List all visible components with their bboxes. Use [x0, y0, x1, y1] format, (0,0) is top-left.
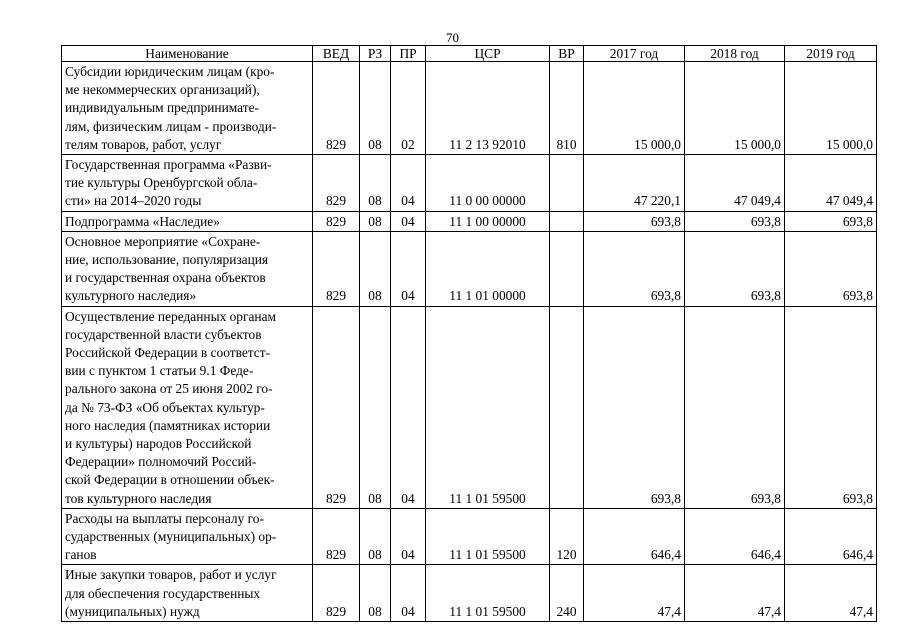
table-row — [62, 306, 877, 508]
name-line: ганов — [65, 547, 97, 563]
cell-amount-2017: 47,4 — [584, 565, 685, 622]
name-line: ние, использование, популяризация — [65, 252, 269, 268]
header-ved: ВЕД — [313, 46, 360, 62]
cell-amount-2017: 47 220,1 — [584, 155, 685, 212]
table-row — [62, 508, 877, 565]
cell-amount-2017: 646,4 — [584, 508, 685, 565]
cell-amount-2017: 15 000,0 — [584, 62, 685, 155]
cell-amount-2018: 646,4 — [685, 508, 785, 565]
name-line: вии с пунктом 1 статьи 9.1 Феде- — [65, 363, 254, 379]
cell-name — [62, 231, 313, 306]
table-row — [62, 211, 877, 231]
cell-amount-2017: 693,8 — [584, 306, 685, 508]
name-line: сударственных (муниципальных) ор- — [65, 529, 277, 545]
cell-ved: 829 — [313, 565, 360, 622]
cell-amount-2019: 693,8 — [785, 231, 877, 306]
cell-name — [62, 155, 313, 212]
cell-rz: 08 — [360, 211, 391, 231]
cell-vr: 120 — [550, 508, 584, 565]
cell-ved: 829 — [313, 306, 360, 508]
cell-amount-2019: 47,4 — [785, 565, 877, 622]
cell-pr: 04 — [391, 155, 426, 212]
cell-amount-2018: 693,8 — [685, 211, 785, 231]
cell-csr: 11 0 00 00000 — [426, 155, 550, 212]
name-line: для обеспечения государственных — [65, 585, 261, 601]
name-line: Государственная программа «Разви- — [65, 157, 272, 173]
cell-pr: 04 — [391, 508, 426, 565]
cell-csr: 11 1 01 59500 — [426, 306, 550, 508]
cell-csr: 11 2 13 92010 — [426, 62, 550, 155]
cell-pr: 04 — [391, 306, 426, 508]
cell-rz: 08 — [360, 565, 391, 622]
cell-amount-2019: 693,8 — [785, 306, 877, 508]
budget-table — [61, 45, 877, 622]
name-line: Осуществление переданных органам — [65, 308, 277, 324]
name-line: рального закона от 25 июня 2002 го- — [65, 381, 273, 397]
name-line: государственной власти субъектов — [65, 326, 262, 342]
cell-amount-2018: 693,8 — [685, 306, 785, 508]
cell-csr: 11 1 01 59500 — [426, 565, 550, 622]
name-line: ного наследия (памятниках истории — [65, 417, 271, 433]
table-row — [62, 155, 877, 212]
table-body — [62, 62, 877, 622]
cell-pr: 04 — [391, 565, 426, 622]
cell-vr: 810 — [550, 62, 584, 155]
cell-amount-2018: 47 049,4 — [685, 155, 785, 212]
cell-amount-2019: 15 000,0 — [785, 62, 877, 155]
name-line: Расходы на выплаты персоналу го- — [65, 510, 264, 526]
cell-amount-2019: 646,4 — [785, 508, 877, 565]
header-vr: ВР — [550, 46, 584, 62]
name-line: и государственная охрана объектов — [65, 270, 266, 286]
name-line: телям товаров, работ, услуг — [65, 136, 222, 152]
header-rz: РЗ — [360, 46, 391, 62]
cell-ved: 829 — [313, 231, 360, 306]
cell-ved: 829 — [313, 508, 360, 565]
header-year-2019: 2019 год — [785, 46, 877, 62]
cell-rz: 08 — [360, 155, 391, 212]
cell-name — [62, 508, 313, 565]
cell-vr — [550, 155, 584, 212]
page-number: 70 — [446, 30, 459, 45]
table-row — [62, 231, 877, 306]
table-row — [62, 565, 877, 622]
name-line: Основное мероприятие «Сохране- — [65, 233, 261, 249]
header-year-2018: 2018 год — [685, 46, 785, 62]
cell-rz: 08 — [360, 508, 391, 565]
cell-rz: 08 — [360, 231, 391, 306]
cell-ved: 829 — [313, 155, 360, 212]
name-line: ской Федерации в отношении объек- — [65, 472, 275, 488]
cell-ved: 829 — [313, 62, 360, 155]
cell-pr: 04 — [391, 231, 426, 306]
name-line: и культуры) народов Российской — [65, 436, 252, 452]
cell-name — [62, 211, 313, 231]
cell-amount-2018: 47,4 — [685, 565, 785, 622]
cell-amount-2018: 15 000,0 — [685, 62, 785, 155]
cell-pr: 04 — [391, 211, 426, 231]
name-line: Иные закупки товаров, работ и услуг — [65, 567, 277, 583]
cell-rz: 08 — [360, 62, 391, 155]
cell-vr — [550, 306, 584, 508]
cell-vr: 240 — [550, 565, 584, 622]
cell-rz: 08 — [360, 306, 391, 508]
name-line: культурного наследия» — [65, 288, 197, 304]
name-line: да № 73-ФЗ «Об объектах культур- — [65, 399, 265, 415]
header-year-2017: 2017 год — [584, 46, 685, 62]
cell-amount-2019: 693,8 — [785, 211, 877, 231]
cell-amount-2019: 47 049,4 — [785, 155, 877, 212]
name-line: Подпрограмма «Наследие» — [65, 213, 220, 229]
name-line: тов культурного наследия — [65, 490, 212, 506]
cell-csr: 11 1 01 59500 — [426, 508, 550, 565]
name-line: (муниципальных) нужд — [65, 603, 200, 619]
header-csr: ЦСР — [426, 46, 550, 62]
cell-vr — [550, 211, 584, 231]
name-line: ме некоммерческих организаций), — [65, 82, 260, 98]
name-line: лям, физическим лицам - производи- — [65, 118, 277, 134]
cell-csr: 11 1 00 00000 — [426, 211, 550, 231]
name-line: индивидуальным предпринимате- — [65, 100, 260, 116]
table-header-row — [62, 46, 877, 62]
table-row — [62, 62, 877, 155]
name-line: тие культуры Оренбургской обла- — [65, 175, 258, 191]
cell-ved: 829 — [313, 211, 360, 231]
cell-amount-2017: 693,8 — [584, 231, 685, 306]
name-line: Федерации» полномочий Россий- — [65, 454, 257, 470]
cell-amount-2017: 693,8 — [584, 211, 685, 231]
cell-name — [62, 62, 313, 155]
cell-name — [62, 306, 313, 508]
name-line: Субсидии юридическим лицам (кро- — [65, 64, 275, 79]
cell-csr: 11 1 01 00000 — [426, 231, 550, 306]
name-line: Российской Федерации в соответст- — [65, 345, 271, 361]
cell-vr — [550, 231, 584, 306]
header-pr: ПР — [391, 46, 426, 62]
header-name: Наименование — [62, 46, 313, 62]
cell-amount-2018: 693,8 — [685, 231, 785, 306]
cell-pr: 02 — [391, 62, 426, 155]
name-line: сти» на 2014–2020 годы — [65, 193, 202, 209]
cell-name — [62, 565, 313, 622]
